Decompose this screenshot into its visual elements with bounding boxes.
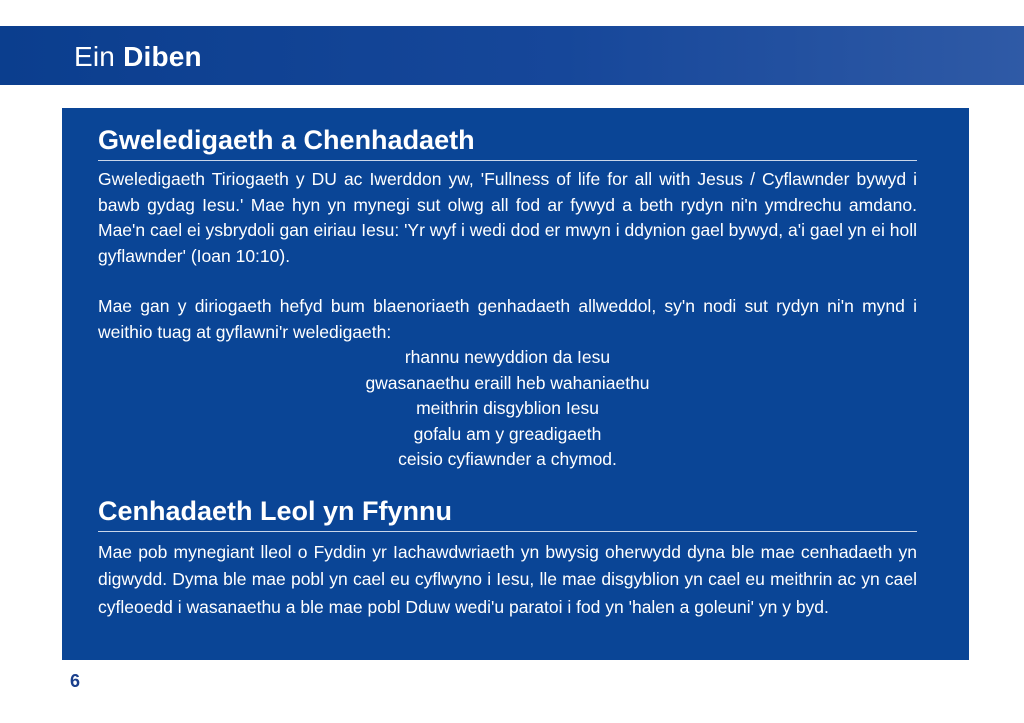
vision-paragraph: Gweledigaeth Tiriogaeth y DU ac Iwerddon yw, 'Fullness of life for all with Jesus / Cyflawnder bywyd i bawb gydag Iesu.' Mae hyn yn mynegi sut olwg all fod ar fywyd a beth rydyn ni'n ymdrechu amdano. Mae'n cael ei ysbrydoli gan eiriau Iesu: 'Yr wyf i wedi dod er mwyn i ddynion gael bywyd, a'i gael yn ei holl gyflawnder' (Ioan 10:10). xyxy=(98,169,917,266)
content-inner xyxy=(98,122,917,621)
priority-item: meithrin disgyblion Iesu xyxy=(416,398,599,418)
section-title-local-mission: Cenhadaeth Leol yn Ffynnu xyxy=(98,493,917,532)
priorities-intro-paragraph: Mae gan y diriogaeth hefyd bum blaenoriaeth genhadaeth allweddol, sy'n nodi sut rydyn ni'n mynd i weithio tuag at gyflawni'r weledigaeth: xyxy=(98,296,917,342)
local-mission-paragraph: Mae pob mynegiant lleol o Fyddin yr Iachawdwriaeth yn bwysig oherwydd dyna ble mae cenhadaeth yn digwydd. Dyma ble mae pobl yn cael eu cyflwyno i Iesu, lle mae disgyblion yn cael eu meithrin ac yn cael cyfleoedd i wasanaethu a ble mae pobl Dduw wedi'u paratoi i fod yn 'halen a goleuni' yn y byd. xyxy=(98,541,917,617)
page-title-bold: Diben xyxy=(123,41,202,72)
section-title-vision-mission: Gweledigaeth a Chenhadaeth xyxy=(98,122,917,161)
priority-item: gwasanaethu eraill heb wahaniaethu xyxy=(365,372,650,393)
content-panel xyxy=(62,108,969,660)
priority-item: rhannu newyddion da Iesu xyxy=(404,347,611,367)
priority-item: gofalu am y greadigaeth xyxy=(413,423,602,444)
header-bar xyxy=(0,26,1024,85)
page-number: 6 xyxy=(70,671,81,691)
mission-priorities-list xyxy=(98,345,917,473)
page-title xyxy=(74,40,202,74)
priority-item: ceisio cyfiawnder a chymod. xyxy=(398,449,617,469)
page-title-prefix: Ein xyxy=(74,41,116,72)
